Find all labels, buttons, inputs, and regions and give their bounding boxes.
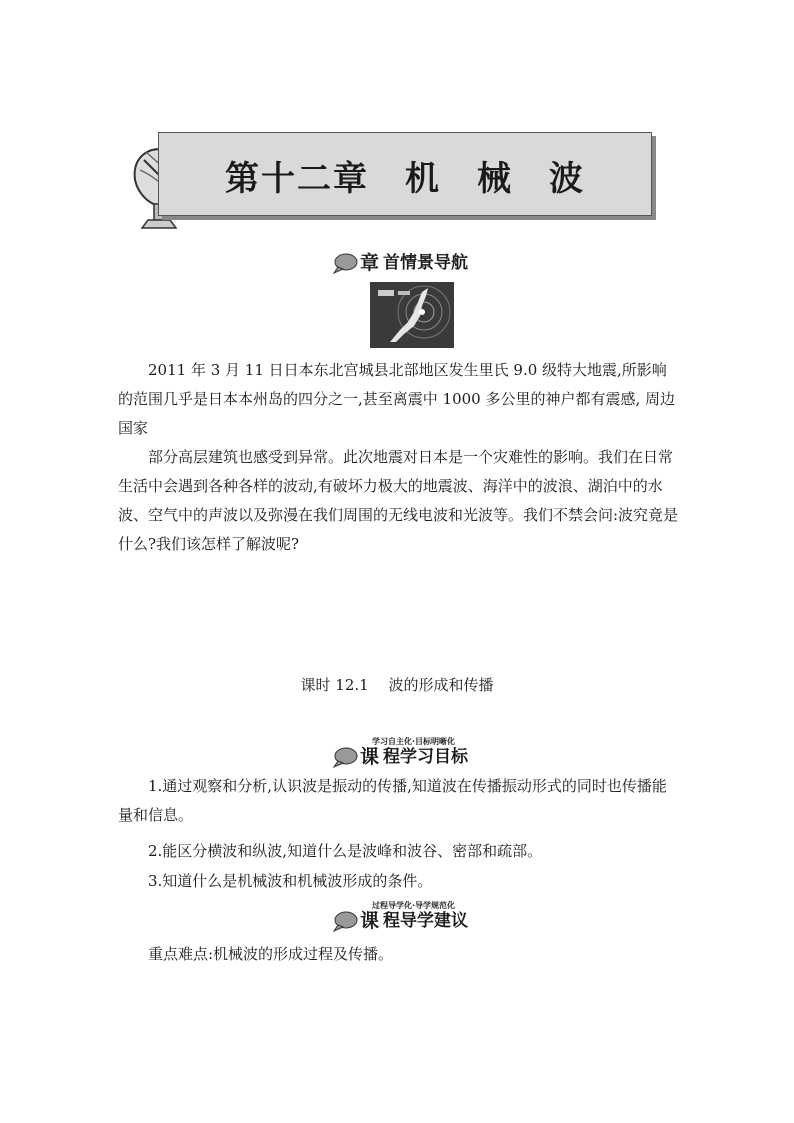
chapter-title: 第十二章 机 械 波 xyxy=(225,159,585,199)
guide-text: 重点难点:机械波的形成过程及传播。 xyxy=(148,945,394,963)
section-title: 程导学建议 xyxy=(383,911,469,931)
section-title: 首情景导航 xyxy=(383,253,469,273)
earthquake-map-image xyxy=(370,282,454,348)
intro-paragraph-2: 部分高层建筑也感受到异常。此次地震对日本是一个灾难性的影响。我们在日常生活中会遇到各种各样的波动,有破坏力极大的地震波、海洋中的波浪、湖泊中的水波、空气中的声波以及弥漫在我们周围的无线电波和光波等。我们不禁会问:波究竟是什么?我们该怎样了解波呢? xyxy=(118,448,679,553)
section-tagline: 学习自主化·目标明晰化 xyxy=(372,737,456,746)
section-header-guide xyxy=(332,902,468,932)
speech-bubble-icon xyxy=(332,910,358,932)
speech-bubble-icon xyxy=(332,252,358,274)
section-header-goals xyxy=(332,738,468,768)
section-initial: 章 xyxy=(360,252,380,274)
goal-item-2: 2.能区分横波和纵波,知道什么是波峰和波谷、密部和疏部。 xyxy=(148,842,543,860)
intro-paragraph-1: 2011 年 3 月 11 日日本东北宫城县北部地区发生里氏 9.0 级特大地震,所影响的范围几乎是日本本州岛的四分之一,甚至离震中 1000 多公里的神户都有震感, 周边国家 xyxy=(118,361,676,437)
lesson-title: 课时 12.1 波的形成和传播 xyxy=(300,676,494,694)
section-tagline: 过程导学化·导学规范化 xyxy=(372,901,456,910)
section-title: 程学习目标 xyxy=(383,747,469,767)
speech-bubble-icon xyxy=(332,746,358,768)
section-initial: 课 xyxy=(360,746,380,768)
section-initial: 课 xyxy=(360,910,380,932)
goal-item-3: 3.知道什么是机械波和机械波形成的条件。 xyxy=(148,872,433,890)
goal-item-1: 1.通过观察和分析,认识波是振动的传播,知道波在传播振动形式的同时也传播能量和信息。 xyxy=(118,777,667,824)
chapter-banner xyxy=(158,132,652,216)
section-header-intro xyxy=(332,244,468,274)
